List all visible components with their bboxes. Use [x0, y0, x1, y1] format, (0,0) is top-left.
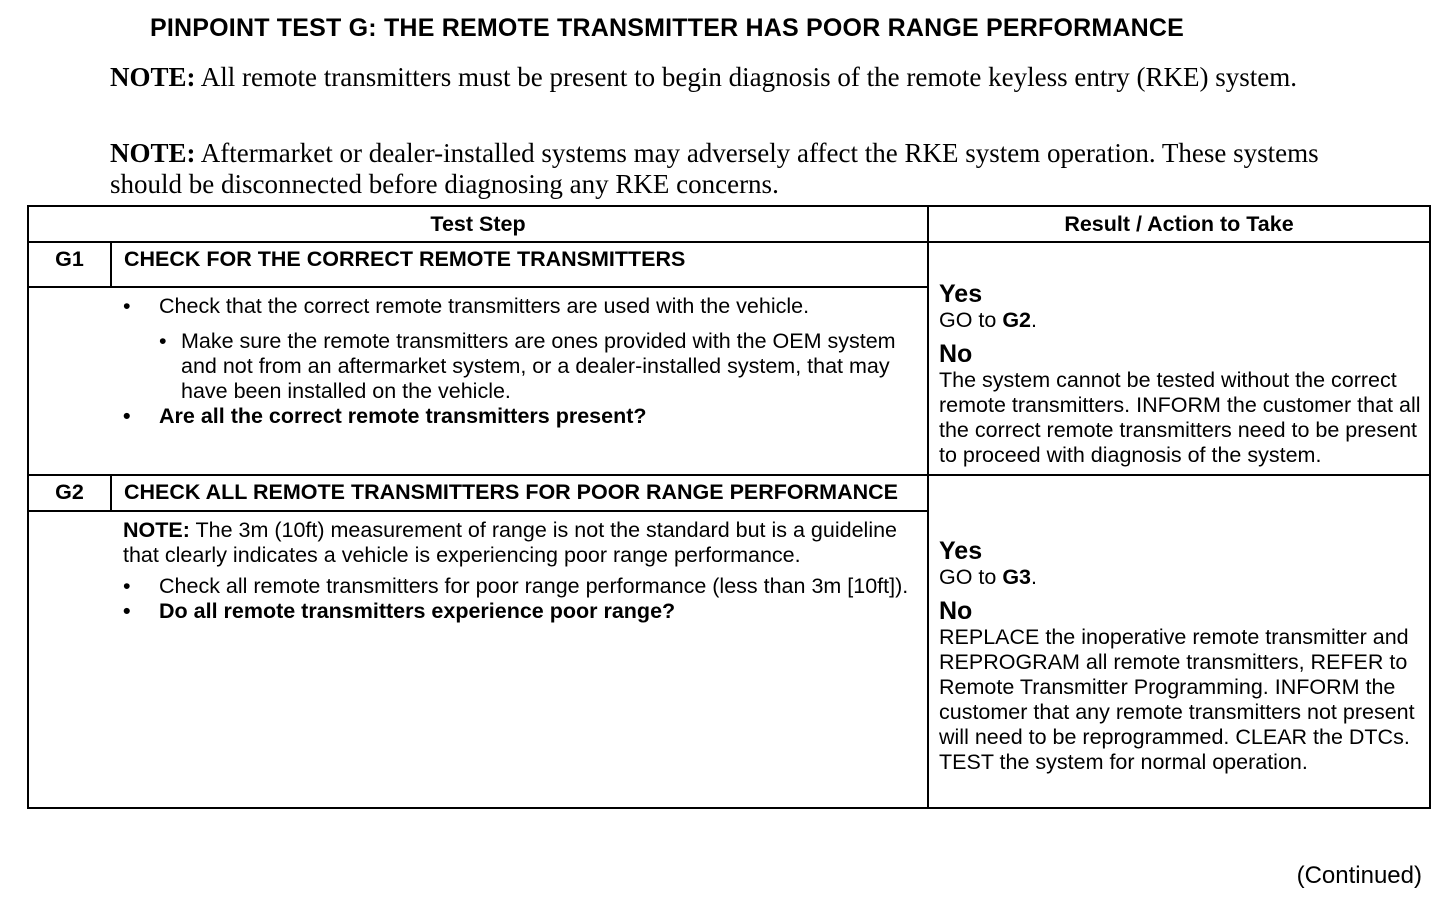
yes-label: Yes [939, 537, 983, 565]
table-header-row [28, 206, 1430, 242]
step-g2-body [111, 511, 928, 808]
step-id-g1: G1 [28, 242, 111, 287]
header-test-step: Test Step [28, 206, 928, 242]
step-g1-result [928, 242, 1430, 475]
list-item: • Check that the correct remote transmitters are used with the vehicle. [123, 294, 810, 319]
step-g1-body [111, 287, 928, 475]
step-g1-heading-row [28, 242, 1430, 287]
step-id-g2: G2 [28, 475, 111, 511]
note-aftermarket-systems [110, 138, 1320, 200]
step-g2-result [928, 475, 1430, 808]
pinpoint-test-table [27, 205, 1431, 809]
bullet-icon: • [123, 574, 131, 598]
no-label: No [939, 597, 973, 625]
bullet-icon: • [123, 599, 131, 623]
step-g2-heading: CHECK ALL REMOTE TRANSMITTERS FOR POOR RANGE PERFORMANCE [111, 475, 928, 511]
step-g1-blank-cell [28, 287, 111, 475]
note-text: All remote transmitters must be present to begin diagnosis of the remote keyless entry (RKE) system. [195, 62, 1298, 92]
step-g2-note: NOTE: The 3m (10ft) measurement of range is not the standard but is a guideline that clearly indicates a vehicle is experiencing poor range performance. [123, 518, 898, 567]
continued-label: (Continued) [1296, 862, 1422, 889]
note-text: Aftermarket or dealer-installed systems may adversely affect the RKE system operation. These systems should be disconnected before diagnosing any RKE concerns. [110, 138, 1319, 199]
note-label: NOTE: [110, 138, 196, 168]
yes-action: GO to G2. [939, 308, 1037, 332]
goto-g2-link: G2 [1002, 308, 1032, 332]
note-label: NOTE: [110, 62, 196, 92]
page-title: PINPOINT TEST G: THE REMOTE TRANSMITTER HAS POOR RANGE PERFORMANCE [150, 14, 1185, 42]
yes-action: GO to G3. [939, 565, 1037, 589]
list-subitem: • Make sure the remote transmitters are ones provided with the OEM system and not from an aftermarket system, or a dealer-installed system, that may have been installed on the vehicle. [159, 329, 896, 404]
header-result-action: Result / Action to Take [928, 206, 1430, 242]
list-item: • Check all remote transmitters for poor range performance (less than 3m [10ft]). [123, 574, 909, 598]
note-rke-diagnosis [110, 62, 1320, 93]
no-label: No [939, 340, 973, 368]
no-action: REPLACE the inoperative remote transmitter and REPROGRAM all remote transmitters, REFER to Remote Transmitter Programming. INFORM the customer that any remote transmitters not present will need to be reprogrammed. CLEAR the DTCs. TEST the system for normal operation. [939, 625, 1415, 774]
list-item-question: • Do all remote transmitters experience poor range? [123, 599, 676, 623]
step-g2-blank-cell [28, 511, 111, 808]
goto-g3-link: G3 [1002, 565, 1032, 589]
bullet-icon: • [159, 329, 167, 354]
step-g2-heading-row [28, 475, 1430, 511]
step-g1-heading: CHECK FOR THE CORRECT REMOTE TRANSMITTERS [111, 242, 928, 287]
yes-label: Yes [939, 280, 983, 308]
bullet-icon: • [123, 294, 131, 319]
bullet-icon: • [123, 404, 131, 429]
list-item-question: • Are all the correct remote transmitters present? [123, 404, 647, 429]
no-action: The system cannot be tested without the correct remote transmitters. INFORM the customer that all the correct remote transmitters need to be present to proceed with diagnosis of the system. [939, 368, 1421, 467]
